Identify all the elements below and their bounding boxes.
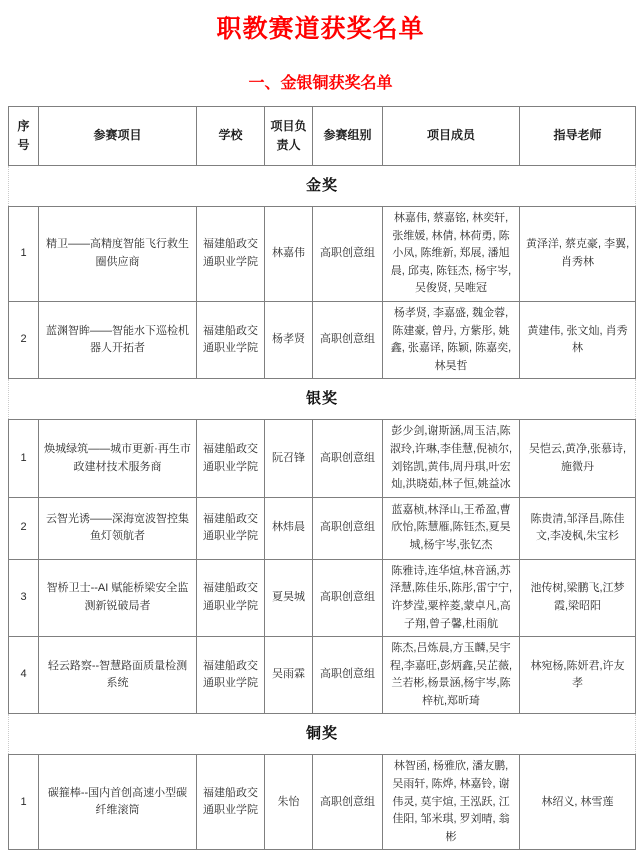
- cell-teachers: 池传树,梁鹏飞,江梦霞,梁昭阳: [520, 559, 636, 636]
- document-page: [0, 9, 641, 850]
- cell-teachers: 陈贵清,邹泽昌,陈佳文,李凌枫,朱宝杉: [520, 497, 636, 559]
- cell-members: 林智函, 杨雅欣, 潘友鹏, 吴雨轩, 陈烨, 林嘉铃, 谢伟灵, 莫宇煊, 王泓跃, 江佳阳, 邹米琪, 罗刘晴, 翁彬: [383, 755, 520, 850]
- cell-teachers: 黄建伟, 张文灿, 肖秀林: [520, 301, 636, 378]
- column-header-school: 学校: [197, 107, 265, 166]
- cell-teachers: 吴恺云,黄净,张慕诗,施微丹: [520, 420, 636, 497]
- table-row: [9, 755, 636, 850]
- cell-project: 焕城绿筑——城市更新·再生市政建材技术服务商: [39, 420, 197, 497]
- section-row-silver: [9, 379, 636, 420]
- cell-teachers: 林绍义, 林雪莲: [520, 755, 636, 850]
- header-row: [9, 107, 636, 166]
- cell-school: 福建船政交通职业学院: [197, 301, 265, 378]
- column-header-project: 参赛项目: [39, 107, 197, 166]
- cell-leader: 朱怡: [265, 755, 313, 850]
- section-row-gold: [9, 166, 636, 207]
- cell-leader: 林嘉伟: [265, 207, 313, 302]
- cell-leader: 林炜晨: [265, 497, 313, 559]
- cell-members: 陈杰,吕炼晨,方玉麟,吴宇程,李嘉旺,彭炳鑫,吴芷薇,兰若彬,杨景涵,杨宇岑,陈梓杭,郑昕琦: [383, 637, 520, 714]
- cell-project: 精卫——高精度智能飞行救生圈供应商: [39, 207, 197, 302]
- awards-table-head: [9, 107, 636, 166]
- column-header-leader: 项目负责人: [265, 107, 313, 166]
- awards-table-body: [9, 166, 636, 850]
- page-title: 职教赛道获奖名单: [216, 15, 425, 43]
- cell-project: 蓝渊智眸——智能水下巡检机器人开拓者: [39, 301, 197, 378]
- cell-index: 2: [9, 301, 39, 378]
- cell-group: 高职创意组: [313, 755, 383, 850]
- cell-group: 高职创意组: [313, 497, 383, 559]
- section-label-gold: 金奖: [9, 166, 636, 207]
- column-header-index: 序号: [9, 107, 39, 166]
- cell-index: 1: [9, 207, 39, 302]
- cell-leader: 杨孝贤: [265, 301, 313, 378]
- section-label-silver: 银奖: [9, 379, 636, 420]
- awards-table: [8, 106, 636, 850]
- table-row: [9, 497, 636, 559]
- cell-group: 高职创意组: [313, 301, 383, 378]
- cell-index: 1: [9, 420, 39, 497]
- cell-index: 3: [9, 559, 39, 636]
- cell-project: 轻云路察--智慧路面质量检测系统: [39, 637, 197, 714]
- cell-school: 福建船政交通职业学院: [197, 755, 265, 850]
- cell-project: 云智光诱——深海宽波智控集鱼灯领航者: [39, 497, 197, 559]
- cell-school: 福建船政交通职业学院: [197, 420, 265, 497]
- cell-school: 福建船政交通职业学院: [197, 559, 265, 636]
- column-header-group: 参赛组别: [313, 107, 383, 166]
- cell-leader: 夏昊城: [265, 559, 313, 636]
- cell-members: 陈雅诗,连华煊,林音涵,苏泽慧,陈佳乐,陈彤,雷宁宁,许梦滢,粟梓菱,蒙卓凡,高子翔,曾子馨,杜雨航: [383, 559, 520, 636]
- cell-index: 2: [9, 497, 39, 559]
- cell-group: 高职创意组: [313, 559, 383, 636]
- cell-leader: 吴雨霖: [265, 637, 313, 714]
- page-subtitle: 一、金银铜获奖名单: [248, 75, 393, 92]
- table-row: [9, 207, 636, 302]
- cell-group: 高职创意组: [313, 420, 383, 497]
- column-header-members: 项目成员: [383, 107, 520, 166]
- section-label-bronze: 铜奖: [9, 714, 636, 755]
- table-row: [9, 301, 636, 378]
- column-header-teachers: 指导老师: [520, 107, 636, 166]
- cell-school: 福建船政交通职业学院: [197, 207, 265, 302]
- cell-teachers: 黄泽洋, 蔡克豪, 李翼, 肖秀林: [520, 207, 636, 302]
- cell-school: 福建船政交通职业学院: [197, 637, 265, 714]
- cell-index: 4: [9, 637, 39, 714]
- cell-members: 林嘉伟, 蔡嘉铭, 林奕轩, 张维媛, 林倩, 林荷勇, 陈小凤, 陈维新, 郑展, 潘旭晨, 邱夷, 陈钰杰, 杨宇岑, 吴俊贤, 吴唯冠: [383, 207, 520, 302]
- table-row: [9, 420, 636, 497]
- table-row: [9, 559, 636, 636]
- cell-project: 智桥卫士--AI 赋能桥梁安全监测新锐破局者: [39, 559, 197, 636]
- cell-members: 彭少剑,谢斯涵,周玉洁,陈淑玲,许琳,李佳慧,倪祯尔,刘铭凯,黄伟,周丹琪,叶宏灿,洪晓茹,林子恒,姚益冰: [383, 420, 520, 497]
- cell-school: 福建船政交通职业学院: [197, 497, 265, 559]
- cell-group: 高职创意组: [313, 637, 383, 714]
- cell-index: 1: [9, 755, 39, 850]
- cell-group: 高职创意组: [313, 207, 383, 302]
- cell-members: 蓝嘉桢,林泽山,王希盈,曹欣怡,陈慧雁,陈钰杰,夏昊城,杨宇岑,张钇杰: [383, 497, 520, 559]
- cell-members: 杨孝贤, 李嘉盛, 魏金蓉, 陈建豪, 曾丹, 方紫彤, 姚鑫, 张嘉译, 陈颖, 陈嘉奕, 林昊哲: [383, 301, 520, 378]
- cell-project: 碳箍棒--国内首创高速小型碳纤维滚筒: [39, 755, 197, 850]
- section-row-bronze: [9, 714, 636, 755]
- cell-leader: 阮召锋: [265, 420, 313, 497]
- table-row: [9, 637, 636, 714]
- cell-teachers: 林宛杨,陈妍君,许友孝: [520, 637, 636, 714]
